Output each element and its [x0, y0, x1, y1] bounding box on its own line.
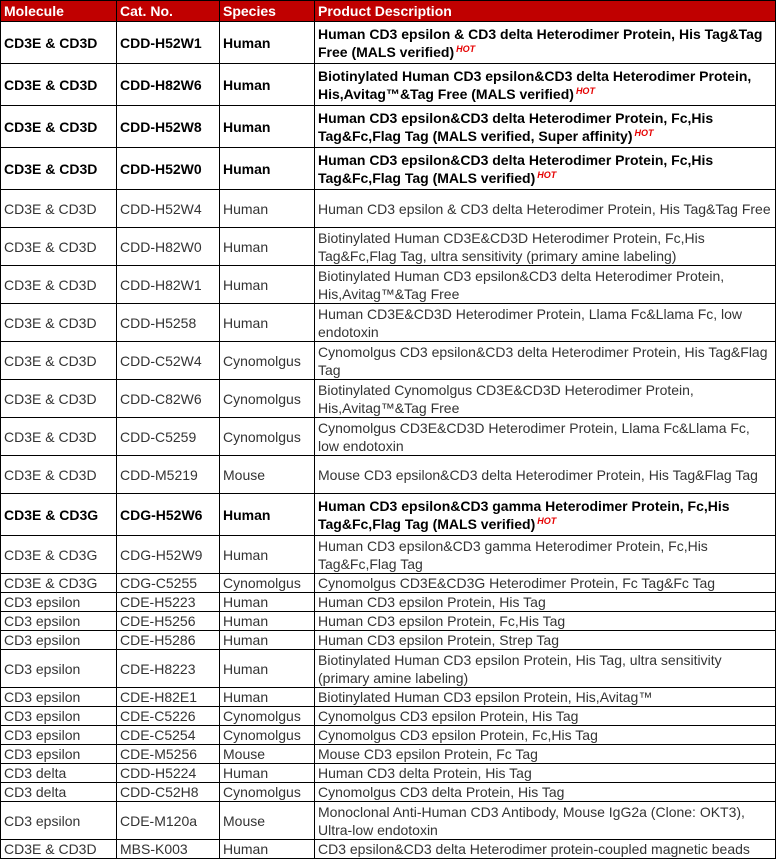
species-cell: Human [220, 22, 315, 64]
table-row [1, 64, 776, 106]
species-cell: Cynomolgus [220, 783, 315, 802]
molecule-cell: CD3E & CD3D [1, 380, 117, 418]
molecule-cell: CD3E & CD3D [1, 342, 117, 380]
description-cell [315, 266, 776, 304]
cat-no-cell: CDD-C52W4 [117, 342, 220, 380]
molecule-cell: CD3E & CD3D [1, 304, 117, 342]
description-text: Biotinylated Human CD3 epsilon Protein, His Tag, ultra sensitivity (primary amine labeling) [318, 651, 722, 686]
species-cell: Human [220, 536, 315, 574]
cat-no-cell: CDD-C5259 [117, 418, 220, 456]
table-row [1, 593, 776, 612]
molecule-cell: CD3E & CD3D [1, 840, 117, 859]
cat-no-cell: CDD-H52W8 [117, 106, 220, 148]
hot-badge: HOT [456, 43, 476, 54]
molecule-cell: CD3E & CD3D [1, 64, 117, 106]
description-text: Cynomolgus CD3 delta Protein, His Tag [318, 784, 565, 800]
description-text: Human CD3 epsilon&CD3 delta Heterodimer Protein, Fc,His Tag&Fc,Flag Tag (MALS verified) [318, 151, 714, 186]
molecule-cell: CD3 epsilon [1, 688, 117, 707]
table-row [1, 266, 776, 304]
description-text: Human CD3 epsilon&CD3 gamma Heterodimer Protein, Fc,His Tag&Fc,Flag Tag (MALS verified) [318, 497, 730, 532]
description-text: Human CD3 epsilon & CD3 delta Heterodimer Protein, His Tag&Tag Free [318, 200, 771, 217]
table-row [1, 22, 776, 64]
cat-no-cell: CDE-M120a [117, 802, 220, 840]
description-text: Monoclonal Anti-Human CD3 Antibody, Mouse IgG2a (Clone: OKT3), Ultra-low endotoxin [318, 803, 745, 838]
cat-no-cell: CDE-C5254 [117, 726, 220, 745]
species-cell: Human [220, 190, 315, 228]
hot-badge: HOT [575, 85, 595, 96]
molecule-cell: CD3 epsilon [1, 631, 117, 650]
table-row [1, 612, 776, 631]
table-row [1, 190, 776, 228]
cat-no-cell: CDE-M5256 [117, 745, 220, 764]
hot-badge: HOT [634, 127, 654, 138]
table-row [1, 456, 776, 494]
header-species: Species [220, 1, 315, 22]
description-cell [315, 418, 776, 456]
table-row [1, 726, 776, 745]
species-cell: Mouse [220, 802, 315, 840]
molecule-cell: CD3 epsilon [1, 745, 117, 764]
description-text: Mouse CD3 epsilon Protein, Fc Tag [318, 746, 538, 762]
table-row [1, 631, 776, 650]
table-row [1, 783, 776, 802]
molecule-cell: CD3E & CD3D [1, 190, 117, 228]
species-cell: Human [220, 64, 315, 106]
table-row [1, 106, 776, 148]
species-cell: Human [220, 106, 315, 148]
description-text: Cynomolgus CD3E&CD3G Heterodimer Protein, Fc Tag&Fc Tag [318, 575, 716, 591]
description-text: Human CD3 delta Protein, His Tag [318, 765, 532, 781]
table-row [1, 650, 776, 688]
molecule-cell: CD3E & CD3D [1, 22, 117, 64]
description-cell [315, 148, 776, 190]
hot-badge: HOT [537, 515, 557, 526]
cat-no-cell: CDD-H82W0 [117, 228, 220, 266]
cat-no-cell: CDG-H52W9 [117, 536, 220, 574]
cat-no-cell: CDE-C5226 [117, 707, 220, 726]
table-body [1, 22, 776, 859]
species-cell: Human [220, 148, 315, 190]
species-cell: Human [220, 650, 315, 688]
description-cell [315, 726, 776, 745]
species-cell: Mouse [220, 745, 315, 764]
molecule-cell: CD3E & CD3G [1, 494, 117, 536]
description-text: Cynomolgus CD3 epsilon Protein, His Tag [318, 708, 579, 724]
molecule-cell: CD3E & CD3D [1, 266, 117, 304]
cat-no-cell: CDD-H52W0 [117, 148, 220, 190]
species-cell: Human [220, 593, 315, 612]
species-cell: Human [220, 494, 315, 536]
description-text: Biotinylated Human CD3 epsilon&CD3 delta Heterodimer Protein, His,Avitag™&Tag Free (MALS verified) [318, 67, 752, 102]
molecule-cell: CD3E & CD3G [1, 574, 117, 593]
description-text: Human CD3E&CD3D Heterodimer Protein, Llama Fc&Llama Fc, low endotoxin [318, 305, 743, 340]
molecule-cell: CD3 epsilon [1, 707, 117, 726]
species-cell: Cynomolgus [220, 418, 315, 456]
table-row [1, 840, 776, 859]
cat-no-cell: CDD-H52W4 [117, 190, 220, 228]
description-cell [315, 494, 776, 536]
description-text: CD3 epsilon&CD3 delta Heterodimer protein-coupled magnetic beads [318, 841, 750, 857]
species-cell: Human [220, 228, 315, 266]
description-cell [315, 707, 776, 726]
molecule-cell: CD3E & CD3D [1, 418, 117, 456]
description-cell [315, 783, 776, 802]
species-cell: Human [220, 304, 315, 342]
cat-no-cell: CDE-H5286 [117, 631, 220, 650]
species-cell: Cynomolgus [220, 707, 315, 726]
description-text: Cynomolgus CD3 epsilon Protein, Fc,His Tag [318, 727, 598, 743]
table-row [1, 802, 776, 840]
species-cell: Cynomolgus [220, 726, 315, 745]
cat-no-cell: CDD-M5219 [117, 456, 220, 494]
description-text: Mouse CD3 epsilon&CD3 delta Heterodimer Protein, His Tag&Flag Tag [318, 466, 758, 483]
cat-no-cell: CDD-H52W1 [117, 22, 220, 64]
description-cell [315, 612, 776, 631]
species-cell: Human [220, 840, 315, 859]
species-cell: Human [220, 631, 315, 650]
description-cell [315, 380, 776, 418]
species-cell: Mouse [220, 456, 315, 494]
description-cell [315, 536, 776, 574]
table-row [1, 304, 776, 342]
species-cell: Cynomolgus [220, 342, 315, 380]
table-row [1, 745, 776, 764]
description-text: Biotinylated Human CD3E&CD3D Heterodimer Protein, Fc,His Tag&Fc,Flag Tag, ultra sensitivity (primary amine labeling) [318, 229, 705, 264]
description-text: Human CD3 epsilon Protein, Strep Tag [318, 632, 559, 648]
description-cell [315, 593, 776, 612]
description-text: Human CD3 epsilon Protein, His Tag [318, 594, 546, 610]
description-cell [315, 190, 776, 228]
species-cell: Human [220, 764, 315, 783]
molecule-cell: CD3E & CD3D [1, 456, 117, 494]
species-cell: Human [220, 612, 315, 631]
description-cell [315, 456, 776, 494]
description-cell [315, 802, 776, 840]
table-row [1, 148, 776, 190]
cat-no-cell: CDG-H52W6 [117, 494, 220, 536]
cat-no-cell: CDE-H82E1 [117, 688, 220, 707]
molecule-cell: CD3 epsilon [1, 802, 117, 840]
description-cell [315, 64, 776, 106]
description-cell [315, 304, 776, 342]
molecule-cell: CD3E & CD3D [1, 148, 117, 190]
description-text: Biotinylated Human CD3 epsilon&CD3 delta Heterodimer Protein, His,Avitag™&Tag Free [318, 267, 725, 302]
cat-no-cell: CDD-C52H8 [117, 783, 220, 802]
species-cell: Cynomolgus [220, 574, 315, 593]
molecule-cell: CD3 epsilon [1, 593, 117, 612]
description-cell [315, 228, 776, 266]
cat-no-cell: CDE-H5223 [117, 593, 220, 612]
species-cell: Cynomolgus [220, 380, 315, 418]
description-text: Biotinylated Human CD3 epsilon Protein, His,Avitag™ [318, 689, 653, 705]
table-row [1, 380, 776, 418]
hot-badge: HOT [537, 169, 557, 180]
cat-no-cell: CDD-H5224 [117, 764, 220, 783]
header-row [1, 1, 776, 22]
table-row [1, 764, 776, 783]
header-cat-no: Cat. No. [117, 1, 220, 22]
table-row [1, 228, 776, 266]
description-cell [315, 574, 776, 593]
cat-no-cell: MBS-K003 [117, 840, 220, 859]
cat-no-cell: CDD-H5258 [117, 304, 220, 342]
table-row [1, 342, 776, 380]
table-row [1, 688, 776, 707]
description-cell [315, 106, 776, 148]
cat-no-cell: CDE-H5256 [117, 612, 220, 631]
cat-no-cell: CDD-H82W6 [117, 64, 220, 106]
table-row [1, 707, 776, 726]
species-cell: Human [220, 688, 315, 707]
table-row [1, 418, 776, 456]
molecule-cell: CD3 epsilon [1, 650, 117, 688]
table-row [1, 574, 776, 593]
molecule-cell: CD3 epsilon [1, 612, 117, 631]
description-text: Cynomolgus CD3 epsilon&CD3 delta Heterodimer Protein, His Tag&Flag Tag [318, 343, 768, 378]
description-text: Human CD3 epsilon & CD3 delta Heterodimer Protein, His Tag&Tag Free (MALS verified) [318, 25, 763, 60]
species-cell: Human [220, 266, 315, 304]
header-molecule: Molecule [1, 1, 117, 22]
description-cell [315, 840, 776, 859]
description-cell [315, 342, 776, 380]
description-cell [315, 688, 776, 707]
molecule-cell: CD3 delta [1, 764, 117, 783]
description-cell [315, 745, 776, 764]
description-text: Human CD3 epsilon&CD3 delta Heterodimer Protein, Fc,His Tag&Fc,Flag Tag (MALS verified, Super affinity) [318, 109, 714, 144]
description-cell [315, 22, 776, 64]
description-text: Biotinylated Cynomolgus CD3E&CD3D Heterodimer Protein, His,Avitag™&Tag Free [318, 381, 694, 416]
description-cell [315, 650, 776, 688]
description-cell [315, 764, 776, 783]
description-text: Human CD3 epsilon&CD3 gamma Heterodimer Protein, Fc,His Tag&Fc,Flag Tag [318, 537, 708, 572]
description-text: Human CD3 epsilon Protein, Fc,His Tag [318, 613, 566, 629]
description-text: Cynomolgus CD3E&CD3D Heterodimer Protein, Llama Fc&Llama Fc, low endotoxin [318, 419, 750, 454]
cat-no-cell: CDE-H8223 [117, 650, 220, 688]
description-cell [315, 631, 776, 650]
molecule-cell: CD3E & CD3D [1, 106, 117, 148]
cat-no-cell: CDD-H82W1 [117, 266, 220, 304]
molecule-cell: CD3E & CD3D [1, 228, 117, 266]
cat-no-cell: CDD-C82W6 [117, 380, 220, 418]
molecule-cell: CD3E & CD3G [1, 536, 117, 574]
molecule-cell: CD3 epsilon [1, 726, 117, 745]
header-description: Product Description [315, 1, 776, 22]
cat-no-cell: CDG-C5255 [117, 574, 220, 593]
table-row [1, 494, 776, 536]
table-row [1, 536, 776, 574]
molecule-cell: CD3 delta [1, 783, 117, 802]
